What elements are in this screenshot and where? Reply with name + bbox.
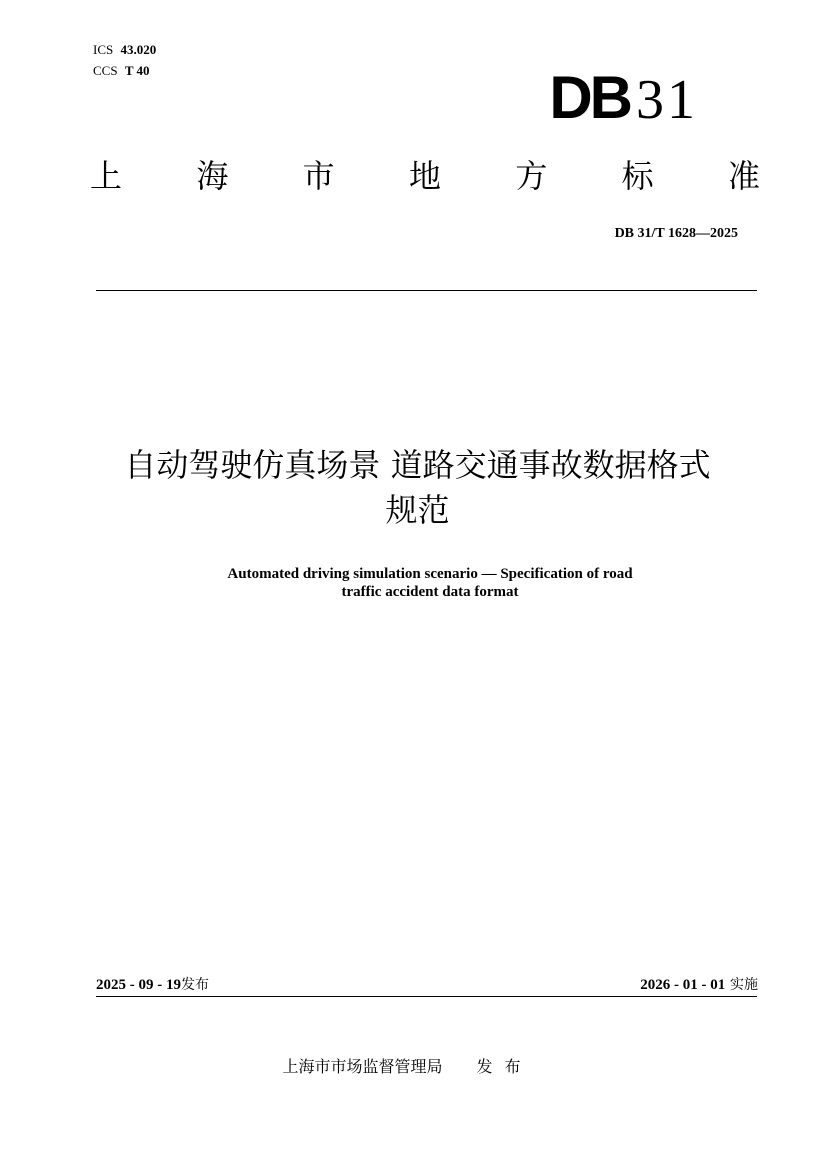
- implementation-date: [640, 974, 758, 995]
- db-region-number: 31: [636, 69, 698, 131]
- standard-type-char: 标: [621, 157, 654, 195]
- publisher-action: 发布: [476, 1057, 533, 1076]
- publisher: [0, 1056, 815, 1078]
- ics-label: ICS: [93, 42, 114, 57]
- english-title-line: traffic accident data format: [341, 584, 519, 600]
- standard-type-char: 地: [408, 157, 441, 195]
- ics-code: [93, 39, 156, 60]
- english-title: [110, 565, 750, 601]
- ccs-label: CCS: [93, 63, 118, 78]
- chinese-title-line: 规范: [385, 491, 450, 529]
- standard-type-heading: [90, 156, 760, 196]
- standard-type-char: 海: [196, 157, 229, 195]
- issue-date-value: 2025 - 09 - 19: [96, 977, 181, 993]
- ics-value: 43.020: [120, 42, 157, 57]
- implementation-date-label: 实施: [730, 977, 758, 993]
- issue-date-label: 发布: [181, 977, 209, 993]
- ccs-value: T 40: [124, 63, 150, 78]
- header-divider: [96, 290, 757, 291]
- standard-type-char: 市: [302, 157, 335, 195]
- chinese-title-line: 自动驾驶仿真场景 道路交通事故数据格式: [124, 446, 711, 484]
- db-prefix: DB: [549, 64, 630, 131]
- publisher-organization: 上海市市场监督管理局: [282, 1057, 443, 1076]
- ccs-code: [93, 60, 156, 81]
- chinese-title: [60, 443, 775, 533]
- footer-divider: [96, 996, 757, 997]
- db-standard-logo: [549, 64, 698, 131]
- standard-type-char: 上: [90, 157, 123, 195]
- classification-codes: [93, 39, 156, 81]
- standard-number: DB 31/T 1628—2025: [614, 226, 738, 241]
- issue-date: [96, 974, 209, 995]
- implementation-date-value: 2026 - 01 - 01: [640, 977, 726, 993]
- english-title-line: Automated driving simulation scenario — Specification of road: [227, 566, 633, 582]
- standard-type-char: 方: [515, 157, 548, 195]
- standard-type-char: 准: [727, 157, 760, 195]
